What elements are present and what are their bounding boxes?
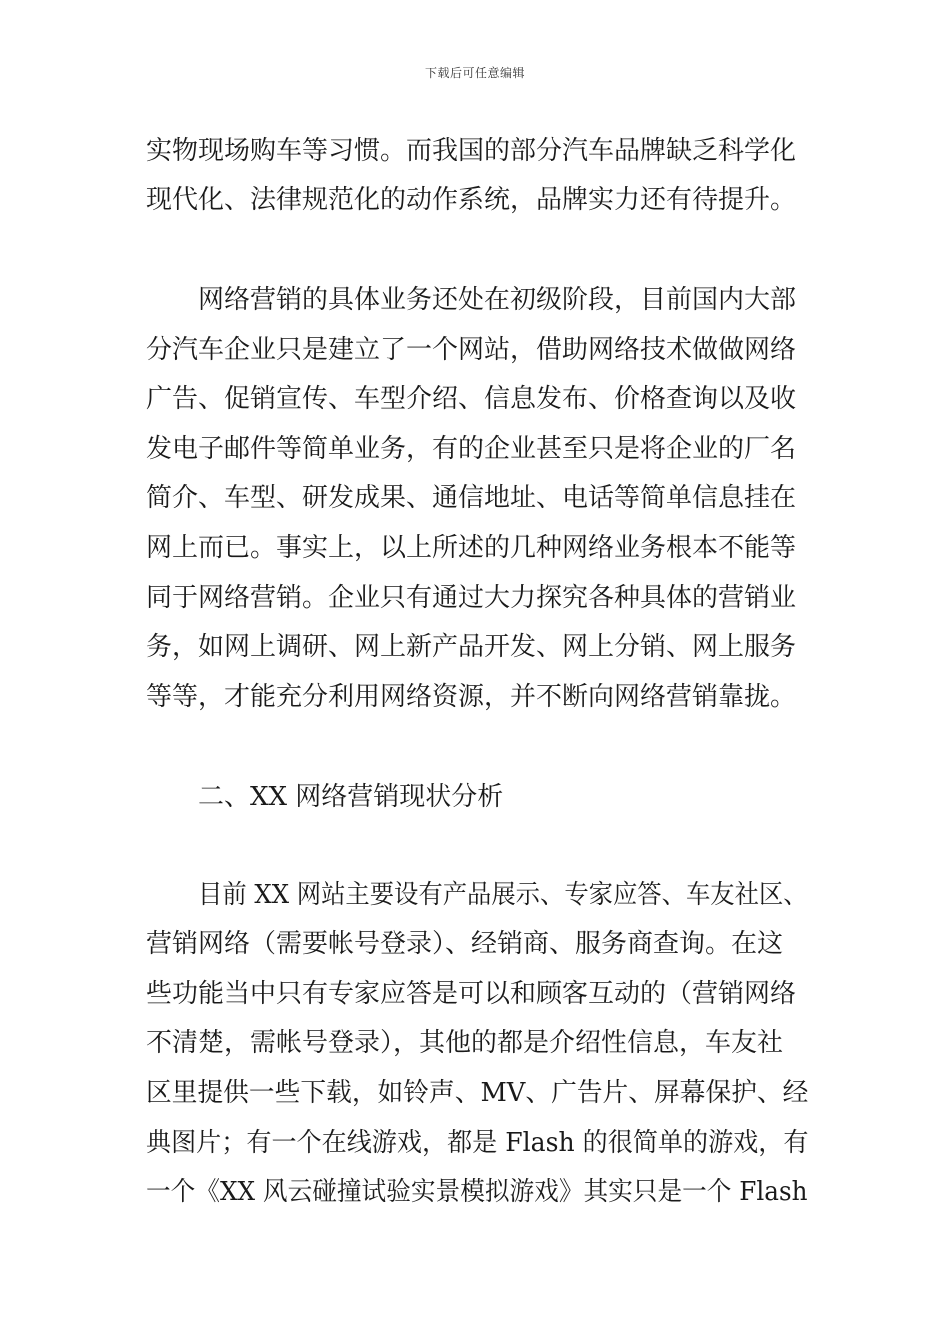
body-text-line: 典图片；有一个在线游戏，都是 Flash 的很简单的游戏，有: [146, 1128, 809, 1158]
body-text-line: 等等，才能充分利用网络资源，并不断向网络营销靠拢。: [146, 682, 797, 712]
body-text-line: 分汽车企业只是建立了一个网站，借助网络技术做做网络: [146, 335, 797, 365]
body-text-line: 发电子邮件等简单业务，有的企业甚至只是将企业的厂名: [146, 434, 797, 464]
page-header: 下载后可任意编辑: [424, 66, 525, 80]
body-text-line: 简介、车型、研发成果、通信地址、电话等简单信息挂在: [146, 483, 797, 513]
body-text-line: 广告、促销宣传、车型介绍、信息发布、价格查询以及收: [146, 384, 797, 414]
section-heading: 二、XX 网络营销现状分析: [198, 782, 504, 812]
body-text-line: 一个《XX 风云碰撞试验实景模拟游戏》其实只是一个 Flash: [146, 1177, 808, 1207]
body-text-line: 现代化、法律规范化的动作系统，品牌实力还有待提升。: [146, 185, 797, 215]
body-text-line: 目前 XX 网站主要设有产品展示、专家应答、车友社区、: [198, 880, 808, 910]
body-text-line: 不清楚，需帐号登录），其他的都是介绍性信息，车友社: [146, 1028, 784, 1058]
body-text-line: 些功能当中只有专家应答是可以和顾客互动的（营销网络: [146, 979, 797, 1009]
body-text-line: 营销网络（需要帐号登录）、经销商、服务商查询。在这: [146, 929, 784, 959]
body-text-line: 务，如网上调研、网上新产品开发、网上分销、网上服务: [146, 632, 797, 662]
body-text-line: 同于网络营销。企业只有通过大力探究各种具体的营销业: [146, 583, 797, 613]
body-text-line: 区里提供一些下载，如铃声、MV、广告片、屏幕保护、经: [146, 1078, 809, 1108]
body-text-line: 实物现场购车等习惯。而我国的部分汽车品牌缺乏科学化: [146, 136, 797, 166]
body-text-line: 网络营销的具体业务还处在初级阶段，目前国内大部: [198, 285, 797, 315]
body-text-line: 网上而已。事实上，以上所述的几种网络业务根本不能等: [146, 533, 797, 563]
